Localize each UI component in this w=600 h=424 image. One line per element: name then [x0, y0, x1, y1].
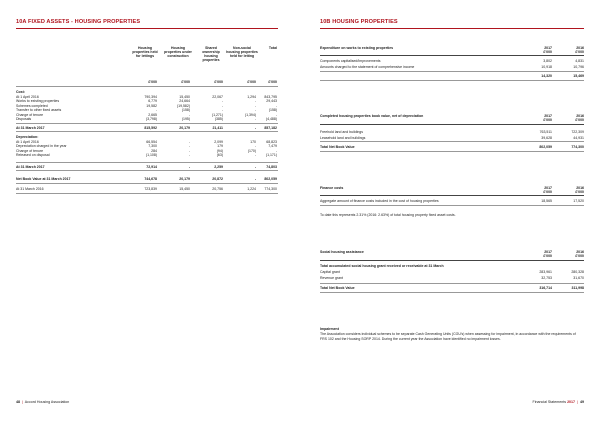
- divider: [320, 205, 584, 206]
- value-2016: 2016: [576, 186, 584, 190]
- value-2017: 39,628: [541, 135, 552, 140]
- row-label: Released on disposal: [16, 153, 50, 158]
- subheading: Total accumulated social housing grant received or receivable at 31 March: [320, 264, 444, 268]
- row-label: Disposals: [16, 117, 32, 121]
- value-2017: 802,059: [539, 145, 552, 149]
- row-value: 24,664: [179, 99, 190, 104]
- row-value: -: [254, 177, 256, 181]
- value-2017: 32,753: [541, 275, 552, 280]
- row-value: 2,665: [148, 112, 157, 117]
- row-value: 2,259: [214, 164, 223, 169]
- page-number-49: 49: [580, 400, 584, 404]
- value-2016: £'000: [575, 118, 584, 123]
- col-header-construction: Housing properties under construction: [164, 46, 192, 59]
- divider: [320, 292, 584, 293]
- row-value: 7,479: [268, 144, 277, 149]
- row-value: -: [275, 148, 277, 153]
- value-2016: 774,300: [571, 145, 584, 149]
- table-title: Expenditure on works to existing properties: [320, 46, 394, 50]
- value-2017: £'000: [543, 118, 552, 123]
- row-value: -: [254, 125, 256, 130]
- row-label: At 1 April 2016: [16, 95, 39, 99]
- row-value: -: [254, 153, 256, 158]
- value-2017: 2017: [544, 186, 552, 190]
- heading-rule-right: [320, 28, 584, 29]
- value-2016: 722,309: [571, 130, 584, 134]
- row-value: -: [188, 112, 190, 117]
- row-value: 1,224: [247, 186, 256, 191]
- finance-note: To date this represents 2.31% (2016: 2.63%) of total housing property fixed asset costs.: [320, 213, 456, 217]
- divider: [320, 80, 584, 81]
- row-value: -: [188, 148, 190, 153]
- row-value: (1,171): [265, 153, 277, 158]
- row-value: 723,839: [144, 186, 157, 191]
- row-value: 284: [151, 148, 157, 153]
- row-value: -: [188, 140, 190, 144]
- row-label: Freehold land and buildings: [320, 130, 364, 134]
- row-value: 20,179: [179, 125, 190, 130]
- page-number-48: 48: [16, 400, 20, 404]
- cost-label: Cost:: [16, 90, 25, 94]
- divider: [320, 195, 584, 196]
- row-label: Capital grant: [320, 270, 340, 274]
- row-value: 774,300: [264, 186, 277, 191]
- unit-3: £'000: [214, 80, 223, 84]
- value-2017: £'000: [543, 190, 552, 195]
- value-2016: 2016: [576, 250, 584, 254]
- row-value: 790,394: [144, 95, 157, 99]
- col-header-lettings: Housing properties held for lettings: [132, 46, 158, 59]
- value-2016: 2016: [576, 46, 584, 50]
- value-2017: 763,511: [539, 130, 552, 134]
- row-value: 2,099: [214, 140, 223, 144]
- row-value: 6,779: [148, 99, 157, 104]
- value-2017: 14,320: [541, 74, 552, 78]
- row-label: At 31 March 2016: [16, 186, 44, 191]
- divider: [320, 124, 584, 125]
- footer-org-name: Accord Housing Association: [24, 400, 70, 404]
- row-value: (1,271): [211, 112, 223, 117]
- row-value: 802,059: [264, 177, 277, 181]
- value-2016: 15,469: [573, 74, 584, 78]
- row-value: (170): [247, 148, 256, 153]
- value-2017: 18,565: [541, 199, 552, 203]
- row-value: -: [155, 108, 157, 113]
- row-value: -: [275, 103, 277, 108]
- row-value: -: [221, 108, 223, 113]
- row-value: 744,678: [144, 177, 157, 181]
- row-label: At 1 April 2016: [16, 140, 39, 144]
- row-value: 7,300: [148, 144, 157, 149]
- row-value: (1,108): [145, 153, 157, 158]
- row-value: 72,914: [146, 164, 157, 169]
- table-title: Social housing assistance: [320, 250, 364, 254]
- value-2017: 2017: [544, 114, 552, 118]
- row-label: Depreciation charged in the year: [16, 144, 67, 149]
- cost-total-rule: [16, 123, 278, 124]
- row-value: (195): [181, 117, 190, 121]
- value-2017: £'000: [543, 254, 552, 259]
- row-value: 21,411: [212, 125, 223, 130]
- value-2016: £'000: [575, 254, 584, 259]
- row-value: 179: [217, 144, 223, 149]
- row-value: 68,823: [266, 140, 277, 144]
- unit-2: £'000: [181, 80, 190, 84]
- row-value: -: [275, 112, 277, 117]
- nbv-rule: [16, 183, 278, 184]
- value-2016: 311,998: [571, 286, 584, 290]
- value-2016: £'000: [575, 190, 584, 195]
- unit-5: £'000: [268, 80, 277, 84]
- divider: [320, 151, 584, 152]
- row-label: Net Book Value at 31 March 2017: [16, 177, 71, 181]
- row-label: At 31 March 2017: [16, 125, 45, 130]
- row-value: 857,182: [264, 125, 277, 130]
- value-2016: 4,831: [575, 59, 584, 63]
- row-value: -: [221, 103, 223, 108]
- row-value: -: [188, 153, 190, 158]
- divider: [320, 260, 584, 261]
- value-2016: 2016: [576, 114, 584, 118]
- row-value: 1,294: [247, 95, 256, 99]
- dep-total-rule: [16, 162, 278, 163]
- impairment-text: The Association considers individual schemes to be separate Cash Generating Units (CGU's) when assessing for impairment, in accordance with the requirements of FRS 102 and the Housing SORP 2014. During the current year the Association have identified no impairment losses.: [320, 332, 576, 341]
- row-value: 74,803: [266, 164, 277, 169]
- divider: [320, 55, 584, 56]
- row-label: Aggregate amount of finance costs included in the cost of housing properties: [320, 199, 439, 203]
- value-2017: 3,802: [543, 59, 552, 63]
- row-value: 20,179: [179, 177, 190, 181]
- unit-4: £'000: [247, 80, 256, 84]
- row-label: Components capitalised/Improvements: [320, 59, 381, 63]
- row-label: Change of tenure: [16, 112, 44, 117]
- row-label: Change of tenure: [16, 148, 44, 153]
- heading-rule: [16, 28, 278, 29]
- dep-total-rule-bottom: [16, 170, 278, 171]
- value-2016: 280,328: [571, 270, 584, 274]
- impairment-title: Impairment: [320, 327, 339, 331]
- row-value: -: [254, 144, 256, 149]
- row-label: At 31 March 2017: [16, 164, 45, 169]
- table-title: Completed housing properties book value, net of depreciation: [320, 114, 424, 118]
- row-value: 843,795: [264, 95, 277, 99]
- row-value: (158): [181, 108, 190, 113]
- row-value: 29,443: [266, 99, 277, 104]
- divider: [320, 71, 584, 72]
- value-2016: 31,670: [573, 275, 584, 280]
- row-label: Amounts charged to the statement of comprehensive income: [320, 64, 415, 69]
- value-2017: £'000: [543, 50, 552, 55]
- row-label: Leasehold land and buildings: [320, 135, 366, 140]
- total-label: Total Net Book Value: [320, 145, 355, 149]
- row-value: 15,450: [179, 95, 190, 99]
- row-value: 66,554: [146, 140, 157, 144]
- divider: [320, 141, 584, 142]
- value-2016: 10,796: [573, 64, 584, 69]
- value-2017: 10,918: [541, 64, 552, 69]
- fixed-assets-heading: 10A FIXED ASSETS - HOUSING PROPERTIES: [16, 19, 141, 25]
- row-label: Works to existing properties: [16, 99, 60, 104]
- row-label: Revenue grant: [320, 275, 343, 280]
- row-value: -: [254, 108, 256, 113]
- col-header-total: Total: [268, 46, 277, 50]
- row-value: 15,450: [179, 186, 190, 191]
- row-value: (94): [216, 148, 223, 153]
- right-footer: Financial Statements 2017 | 49: [532, 400, 584, 404]
- row-label: Schemes completed: [16, 103, 48, 108]
- row-value: -: [221, 99, 223, 104]
- value-2016: £'000: [575, 50, 584, 55]
- row-value: 815,592: [144, 125, 157, 130]
- row-value: 19,582: [146, 103, 157, 108]
- col-header-shared-ownership: Shared ownership housing properties: [202, 46, 220, 63]
- row-value: -: [254, 99, 256, 104]
- footer-year: 2017: [567, 400, 576, 404]
- row-value: 170: [250, 140, 256, 144]
- row-value: (385): [214, 117, 223, 121]
- value-2017: 316,714: [539, 286, 552, 290]
- housing-properties-heading: 10B HOUSING PROPERTIES: [320, 19, 398, 25]
- row-label: Transfer to other fixed assets: [16, 108, 62, 113]
- row-value: -: [254, 103, 256, 108]
- value-2016: 17,520: [573, 199, 584, 203]
- value-2017: 283,961: [539, 270, 552, 274]
- cost-total-rule-bottom: [16, 131, 278, 132]
- row-value: (3,798): [145, 117, 157, 121]
- row-value: (63): [216, 153, 223, 158]
- nbv-prior-rule: [16, 193, 278, 194]
- table-title: Finance costs: [320, 186, 344, 190]
- row-value: (158): [268, 108, 277, 113]
- col-header-non-social: Non-social housing properties held for letting: [226, 46, 258, 59]
- row-value: 22,067: [212, 95, 223, 99]
- depreciation-label: Depreciation:: [16, 135, 39, 139]
- footer-doc-name: Financial Statements: [532, 400, 567, 404]
- row-value: (4,488): [265, 117, 277, 121]
- row-value: -: [254, 117, 256, 121]
- row-value: -: [188, 164, 190, 169]
- row-value: (1,394): [244, 112, 256, 117]
- right-page: [300, 0, 600, 424]
- value-2016: 44,931: [573, 135, 584, 140]
- row-value: -: [188, 144, 190, 149]
- row-value: -: [254, 164, 256, 169]
- row-value: 20,756: [212, 186, 223, 191]
- value-2017: 2017: [544, 46, 552, 50]
- divider: [320, 283, 584, 284]
- table-rule: [16, 86, 278, 87]
- row-value: (19,582): [176, 103, 190, 108]
- value-2017: 2017: [544, 250, 552, 254]
- row-value: 20,872: [212, 177, 223, 181]
- unit-1: £'000: [148, 80, 157, 84]
- total-label: Total Net Book Value: [320, 286, 355, 290]
- left-footer: 48 | Accord Housing Association: [16, 400, 70, 404]
